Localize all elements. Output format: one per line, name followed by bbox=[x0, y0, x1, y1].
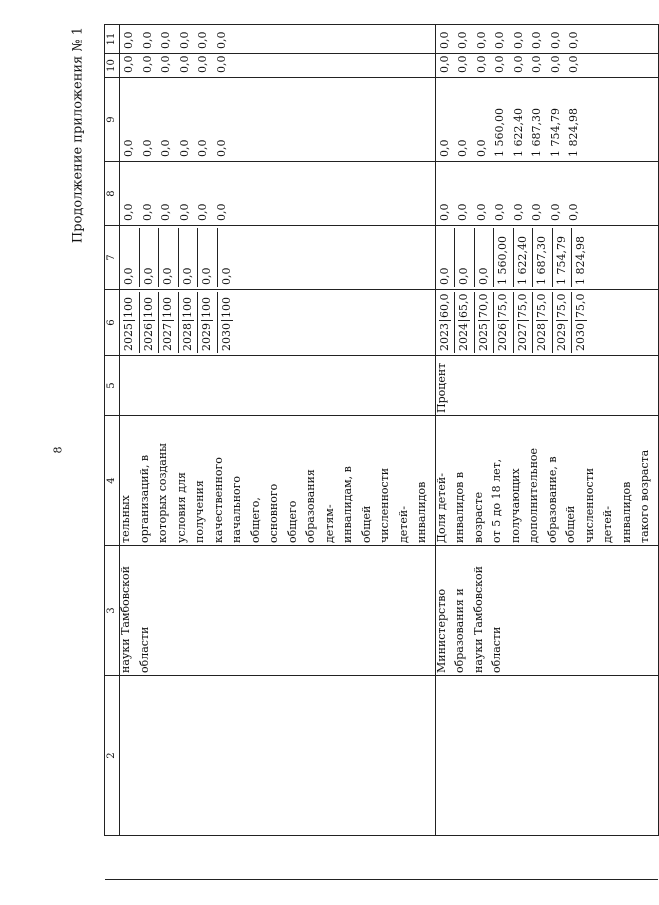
finance-value: 0,0 bbox=[474, 203, 488, 221]
block2-col8 bbox=[435, 162, 658, 226]
col-number: 5 bbox=[105, 356, 120, 416]
year-value-cell bbox=[198, 292, 218, 353]
col-1-cell bbox=[105, 836, 120, 880]
block2-col9 bbox=[435, 78, 658, 162]
text-line: области bbox=[137, 626, 151, 673]
finance-value: 0,0 bbox=[437, 203, 451, 221]
year: 2028 bbox=[182, 320, 194, 351]
block2-years-col bbox=[435, 290, 658, 356]
text-line: образования bbox=[304, 469, 317, 543]
year-value-cell bbox=[455, 292, 475, 353]
finance-value: 0,0 bbox=[548, 203, 562, 221]
finance-value: 0,0 bbox=[140, 55, 154, 73]
col-number: 3 bbox=[105, 546, 120, 676]
finance-value: 1 687,30 bbox=[530, 108, 544, 157]
finance-value: 0,0 bbox=[177, 55, 191, 73]
block2-col7 bbox=[435, 226, 658, 290]
year-value-cell bbox=[179, 292, 199, 353]
target-value: 75,0 bbox=[535, 293, 549, 318]
col-number: 2 bbox=[105, 676, 120, 836]
text-line: инвалидов bbox=[619, 481, 633, 543]
text-line: общей bbox=[564, 505, 577, 543]
text-line: инвалидов bbox=[415, 481, 428, 543]
year: 2024 bbox=[458, 320, 470, 351]
finance-value: 0,0 bbox=[122, 139, 136, 157]
target-value: 75,0 bbox=[554, 293, 568, 318]
year: 2029 bbox=[556, 320, 568, 351]
year: 2026 bbox=[497, 320, 509, 351]
col-number: 9 bbox=[105, 78, 120, 162]
finance-value: 0,0 bbox=[437, 55, 451, 73]
finance-value: 0,0 bbox=[474, 139, 488, 157]
text-line: возрасте bbox=[471, 491, 485, 543]
text-line: численности bbox=[378, 467, 391, 543]
year: 2027 bbox=[162, 320, 174, 351]
finance-value: 0,0 bbox=[530, 203, 544, 221]
finance-value: 0,0 bbox=[456, 55, 470, 73]
block2-col2 bbox=[435, 676, 658, 836]
block1-col7 bbox=[120, 226, 436, 290]
finance-value: 0,0 bbox=[140, 31, 154, 49]
year-value-cell bbox=[514, 292, 534, 353]
finance-value: 0,0 bbox=[159, 55, 173, 73]
finance-value: 0,0 bbox=[475, 228, 495, 287]
block1-years-col bbox=[120, 290, 436, 356]
finance-value: 1 687,30 bbox=[533, 228, 553, 287]
finance-value: 1 560,00 bbox=[494, 228, 514, 287]
finance-value: 0,0 bbox=[456, 31, 470, 49]
block1-col10 bbox=[120, 54, 436, 78]
text-line: от 5 до 18 лет, bbox=[490, 458, 503, 543]
finance-value: 1 560,00 bbox=[493, 108, 507, 157]
text-line: основного bbox=[267, 483, 280, 543]
finance-value: 0,0 bbox=[219, 267, 233, 285]
finance-value: 0,0 bbox=[548, 55, 562, 73]
year-value-cell bbox=[572, 292, 591, 353]
target-value: 75,0 bbox=[515, 293, 529, 318]
text-line: Доля детей- bbox=[434, 473, 448, 543]
text-line: которых созданы bbox=[156, 443, 169, 543]
finance-value: 0,0 bbox=[140, 203, 154, 221]
year: 2029 bbox=[201, 320, 213, 351]
finance-value: 0,0 bbox=[511, 203, 525, 221]
blank-cell bbox=[435, 836, 658, 880]
finance-value: 1 754,79 bbox=[553, 228, 573, 287]
finance-value: 0,0 bbox=[214, 203, 228, 221]
block1-col2 bbox=[120, 676, 436, 836]
rotated-table-container bbox=[104, 25, 651, 880]
year-value-cell bbox=[120, 292, 140, 353]
text-line: общего bbox=[285, 500, 299, 543]
target-value: 65,0 bbox=[457, 293, 471, 318]
finance-value: 0,0 bbox=[511, 31, 525, 49]
finance-value: 0,0 bbox=[567, 55, 581, 73]
text-line: получающих bbox=[508, 468, 522, 543]
text-line: детям- bbox=[322, 504, 336, 543]
year-value-cell bbox=[218, 292, 237, 353]
finance-value: 0,0 bbox=[567, 203, 581, 221]
finance-value: 0,0 bbox=[493, 55, 507, 73]
target-value: 100 bbox=[200, 297, 214, 318]
finance-value: 0,0 bbox=[436, 228, 456, 287]
finance-value: 0,0 bbox=[159, 139, 173, 157]
finance-value: 0,0 bbox=[177, 139, 191, 157]
appendix-table bbox=[104, 24, 659, 880]
finance-value: 0,0 bbox=[567, 31, 581, 49]
target-value: 75,0 bbox=[574, 293, 588, 318]
year-value-cell bbox=[140, 292, 160, 353]
finance-value: 1 824,98 bbox=[567, 108, 581, 157]
finance-value: 0,0 bbox=[179, 228, 199, 287]
block2-responsible bbox=[435, 546, 658, 676]
target-value: 75,0 bbox=[496, 293, 510, 318]
col-number: 6 bbox=[105, 290, 120, 356]
text-line: организаций, в bbox=[137, 454, 151, 543]
block1-row bbox=[120, 25, 436, 880]
col-number: 7 bbox=[105, 226, 120, 290]
finance-value: 0,0 bbox=[437, 31, 451, 49]
target-value: 100 bbox=[141, 297, 155, 318]
finance-value: 1 622,40 bbox=[511, 108, 525, 157]
year-value-cell bbox=[553, 292, 573, 353]
text-line: тельных bbox=[119, 495, 132, 543]
block2-indicator bbox=[435, 416, 658, 546]
year: 2025 bbox=[478, 320, 490, 351]
text-line: образования и bbox=[453, 588, 466, 673]
finance-value: 0,0 bbox=[493, 31, 507, 49]
finance-value: 0,0 bbox=[456, 139, 470, 157]
year: 2027 bbox=[517, 320, 529, 351]
target-value: 60,0 bbox=[437, 293, 451, 318]
text-line: инвалидам, в bbox=[341, 466, 354, 543]
text-line: инвалидов в bbox=[453, 471, 466, 543]
target-value: 100 bbox=[122, 297, 136, 318]
col-number: 11 bbox=[105, 25, 120, 54]
page-number: 8 bbox=[51, 446, 65, 454]
finance-value: 0,0 bbox=[196, 31, 210, 49]
finance-value: 0,0 bbox=[140, 228, 160, 287]
year: 2030 bbox=[575, 320, 587, 351]
finance-value: 0,0 bbox=[196, 139, 210, 157]
year: 2028 bbox=[536, 320, 548, 351]
finance-value: 0,0 bbox=[196, 55, 210, 73]
block2-col10 bbox=[435, 54, 658, 78]
finance-value: 0,0 bbox=[177, 31, 191, 49]
block1-responsible bbox=[120, 546, 436, 676]
finance-value: 0,0 bbox=[198, 228, 218, 287]
finance-value: 1 622,40 bbox=[514, 228, 534, 287]
block2-col11 bbox=[435, 25, 658, 54]
finance-value: 0,0 bbox=[511, 55, 525, 73]
col-number: 4 bbox=[105, 416, 120, 546]
block1-col8 bbox=[120, 162, 436, 226]
target-value: 70,0 bbox=[476, 293, 490, 318]
finance-value: 0,0 bbox=[437, 139, 451, 157]
finance-value: 0,0 bbox=[122, 31, 136, 49]
finance-value: 0,0 bbox=[159, 31, 173, 49]
year-value-cell bbox=[494, 292, 514, 353]
target-value: 100 bbox=[161, 297, 175, 318]
finance-value: 0,0 bbox=[548, 31, 562, 49]
finance-value: 0,0 bbox=[177, 203, 191, 221]
text-line: условия для bbox=[174, 472, 188, 543]
block1-unit bbox=[120, 356, 436, 416]
year: 2030 bbox=[221, 320, 233, 351]
text-line: Министерство bbox=[434, 588, 448, 673]
blank-cell bbox=[120, 836, 436, 880]
text-line: дополнительное bbox=[527, 447, 540, 543]
text-line: начального bbox=[230, 475, 243, 543]
finance-value: 0,0 bbox=[474, 55, 488, 73]
text-line: области bbox=[490, 626, 503, 673]
finance-value: 0,0 bbox=[122, 203, 136, 221]
year: 2025 bbox=[123, 320, 135, 351]
finance-value: 0,0 bbox=[122, 55, 136, 73]
finance-value: 0,0 bbox=[196, 203, 210, 221]
year: 2026 bbox=[143, 320, 155, 351]
finance-value: 0,0 bbox=[140, 139, 154, 157]
column-number-row bbox=[105, 25, 120, 880]
text-line: образование, в bbox=[545, 456, 559, 543]
text-line: науки Тамбовской bbox=[119, 566, 132, 673]
year-value-cell bbox=[475, 292, 495, 353]
block2-row bbox=[435, 25, 658, 880]
text-line: детей- bbox=[396, 506, 410, 543]
col-number: 8 bbox=[105, 162, 120, 226]
finance-value: 0,0 bbox=[214, 31, 228, 49]
text-line: науки Тамбовской bbox=[471, 566, 485, 673]
year-value-cell bbox=[436, 292, 456, 353]
text-line: получения bbox=[193, 480, 206, 543]
block2-unit: Процент bbox=[435, 356, 658, 416]
finance-value: 0,0 bbox=[214, 139, 228, 157]
finance-value: 0,0 bbox=[455, 228, 475, 287]
finance-value: 0,0 bbox=[456, 203, 470, 221]
text-line: общего, bbox=[248, 497, 262, 543]
text-line: качественного bbox=[211, 457, 225, 543]
text-line: детей- bbox=[601, 506, 614, 543]
year-value-cell bbox=[533, 292, 553, 353]
year: 2023 bbox=[439, 320, 451, 351]
finance-value: 0,0 bbox=[493, 203, 507, 221]
finance-value: 0,0 bbox=[214, 55, 228, 73]
finance-value: 0,0 bbox=[159, 203, 173, 221]
target-value: 100 bbox=[219, 297, 233, 318]
finance-value: 1 754,79 bbox=[548, 108, 562, 157]
block1-indicator bbox=[120, 416, 436, 546]
finance-value: 0,0 bbox=[120, 228, 140, 287]
text-line: общей bbox=[359, 505, 373, 543]
appendix-title: Продолжение приложения № 1 bbox=[70, 26, 86, 244]
finance-value: 1 824,98 bbox=[574, 236, 588, 285]
block1-col11 bbox=[120, 25, 436, 54]
finance-value: 0,0 bbox=[159, 228, 179, 287]
year-value-cell bbox=[159, 292, 179, 353]
finance-value: 0,0 bbox=[474, 31, 488, 49]
finance-value: 0,0 bbox=[530, 31, 544, 49]
block1-col9 bbox=[120, 78, 436, 162]
text-line: такого возраста bbox=[638, 449, 651, 543]
target-value: 100 bbox=[180, 297, 194, 318]
text-line: численности bbox=[582, 467, 596, 543]
col-number: 10 bbox=[105, 54, 120, 78]
finance-value: 0,0 bbox=[530, 55, 544, 73]
